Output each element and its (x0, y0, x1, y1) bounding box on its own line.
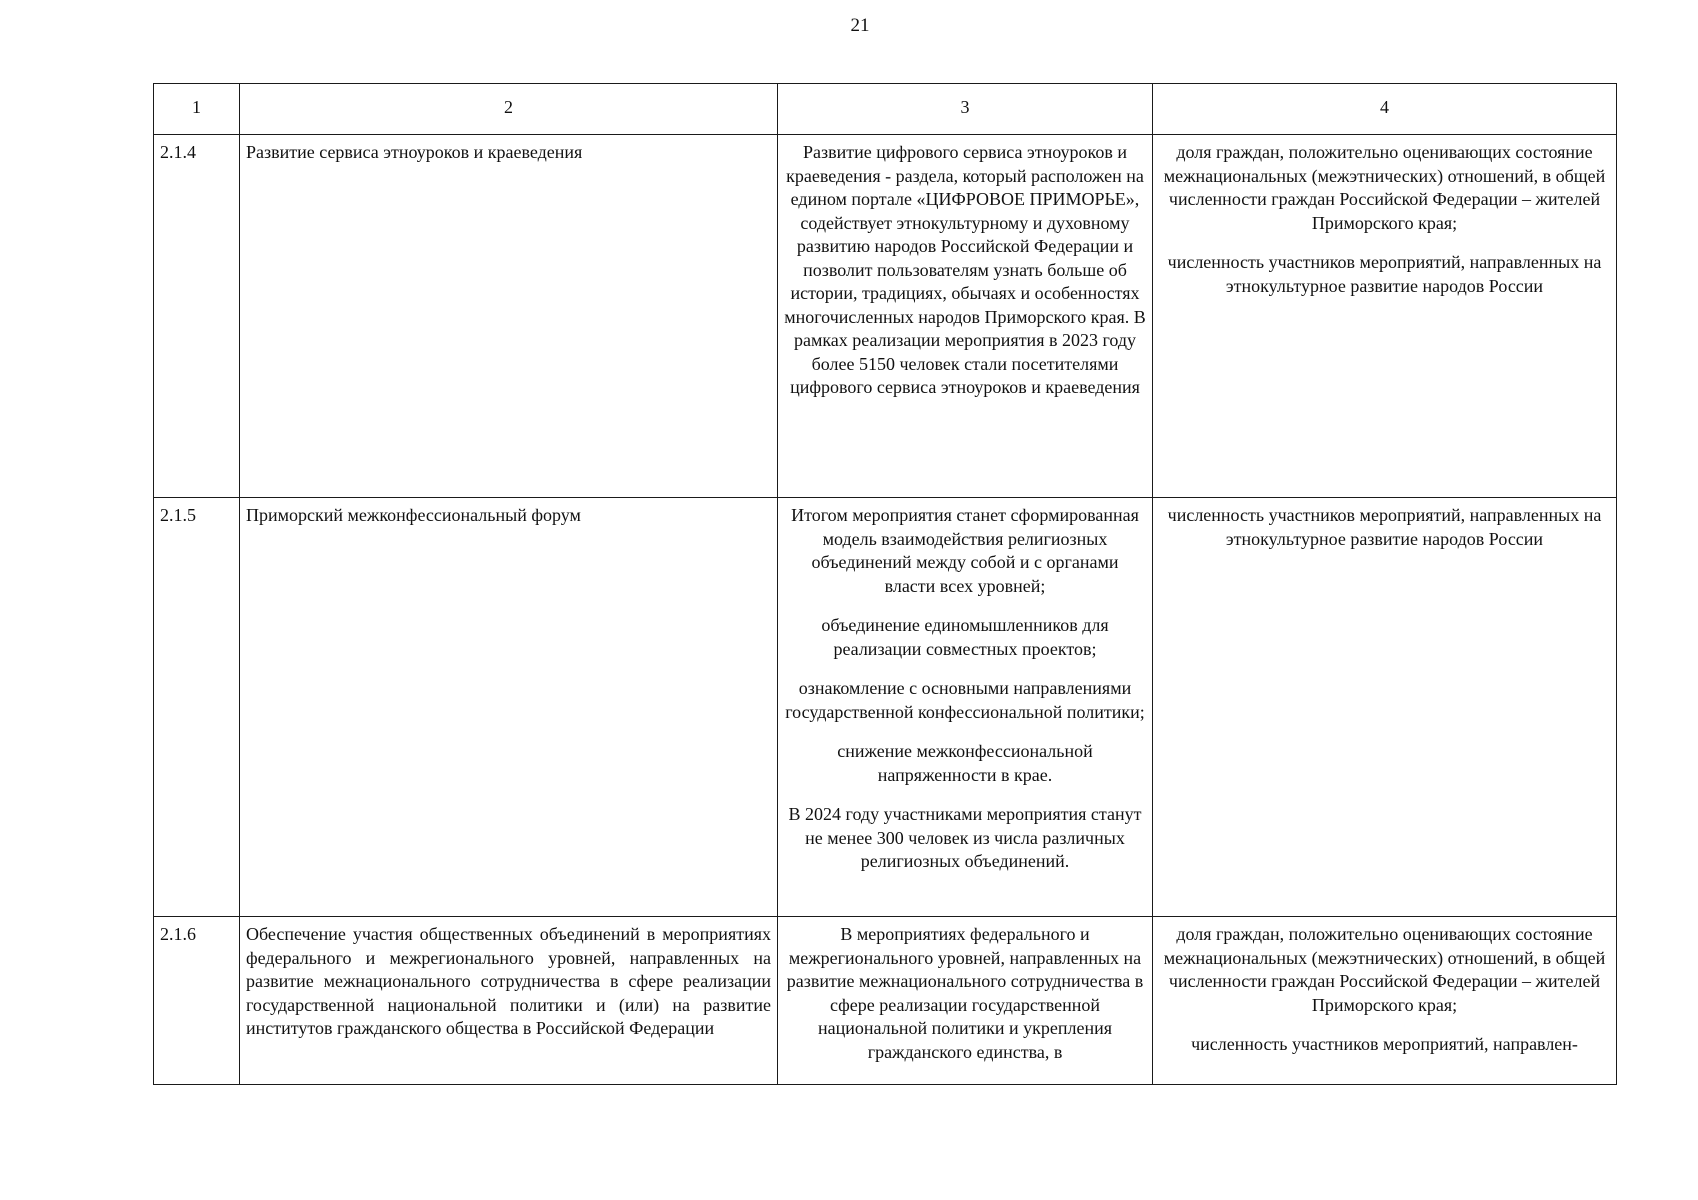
row-number: 2.1.4 (154, 135, 240, 498)
column-header-3: 3 (778, 84, 1153, 135)
expected-result (778, 498, 1153, 917)
result-paragraph: ознакомление с основными направлениями государственной конфессиональной политики; (785, 678, 1145, 722)
measure-name (240, 917, 778, 1085)
result-paragraph: В мероприятиях федерального и межрегионального уровней, направленных на развитие межнационального сотрудничества в сфере реализации государственной национальной политики и укрепления гражданского единства, в (786, 924, 1144, 1062)
row-number: 2.1.5 (154, 498, 240, 917)
result-paragraph: Развитие цифрового сервиса этноуроков и краеведения - раздела, который расположен на едином портале «ЦИФРОВОЕ ПРИМОРЬЕ», содействует этнокультурному и духовному развитию народов Российской Федерации и позволит пользователям узнать больше об истории, традициях, обычаях и особенностях многочисленных народов Приморского края. В рамках реализации мероприятия в 2023 году более 5150 человек стали посетителями цифрового сервиса этноуроков и краеведения (784, 142, 1146, 397)
result-paragraph: В 2024 году участниками мероприятия станут не менее 300 человек из числа различных религиозных объединений. (788, 804, 1142, 871)
indicator-paragraph: численность участников мероприятий, направлен- (1191, 1034, 1578, 1054)
indicators (1153, 917, 1617, 1085)
measure-name (240, 498, 778, 917)
measure-name (240, 135, 778, 498)
page-number: 21 (850, 15, 870, 36)
measures-table (153, 83, 1617, 1085)
table-row (154, 135, 1617, 498)
indicator-paragraph: доля граждан, положительно оценивающих состояние межнациональных (межэтнических) отношений, в общей численности граждан Российской Федерации – жителей Приморского края; (1163, 924, 1606, 1015)
measure-name-text: Обеспечение участия общественных объединений в мероприятиях федерального и межрегионального уровней, направленных на развитие межнационального сотрудничества в сфере реализации государственной национальной политики и (или) на развитие институтов гражданского общества в Российской Федерации (246, 924, 771, 1038)
column-header-1: 1 (154, 84, 240, 135)
indicators (1153, 135, 1617, 498)
result-paragraph: объединение единомышленников для реализации совместных проектов; (821, 615, 1109, 659)
measure-name-text: Развитие сервиса этноуроков и краеведения (246, 142, 583, 162)
indicator-paragraph: численность участников мероприятий, направленных на этнокультурное развитие народов России (1167, 252, 1602, 296)
table-row (154, 917, 1617, 1085)
indicators (1153, 498, 1617, 917)
result-paragraph: Итогом мероприятия станет сформированная модель взаимодействия религиозных объединений между собой и с органами власти всех уровней; (791, 505, 1139, 596)
result-paragraph: снижение межконфессиональной напряженности в крае. (837, 741, 1093, 785)
table-header-row (154, 84, 1617, 135)
table-row (154, 498, 1617, 917)
expected-result (778, 135, 1153, 498)
column-header-2: 2 (240, 84, 778, 135)
measure-name-text: Приморский межконфессиональный форум (246, 505, 581, 525)
indicator-paragraph: численность участников мероприятий, направленных на этнокультурное развитие народов России (1167, 505, 1602, 549)
column-header-4: 4 (1153, 84, 1617, 135)
row-number: 2.1.6 (154, 917, 240, 1085)
indicator-paragraph: доля граждан, положительно оценивающих состояние межнациональных (межэтнических) отношений, в общей численности граждан Российской Федерации – жителей Приморского края; (1163, 142, 1606, 233)
expected-result (778, 917, 1153, 1085)
